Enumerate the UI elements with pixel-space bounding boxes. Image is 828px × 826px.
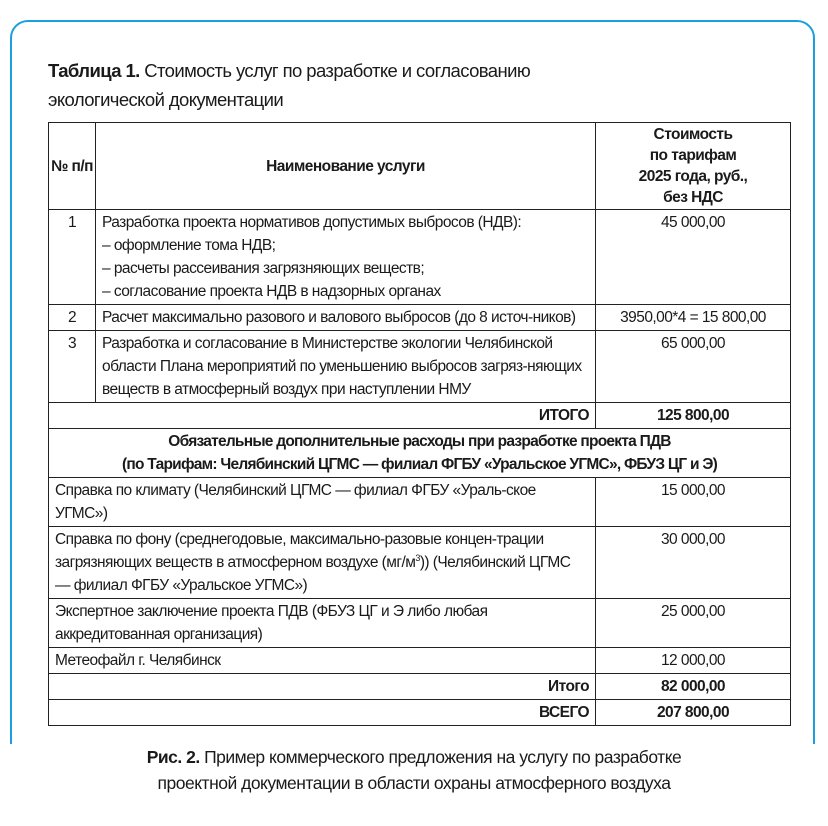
extra-name: Метеофайл г. Челябинск [49, 648, 596, 674]
section-header [49, 429, 791, 478]
extra-name-part2: )) (Челябинский ЦГМС — филиал ФГБУ «Уральское УГМС») [55, 554, 571, 594]
subtotal-row [49, 674, 791, 700]
extra-row [49, 599, 791, 648]
section-header-line1: Обязательные дополнительные расходы при разработке проекта ПДВ [168, 433, 671, 450]
extra-name [49, 527, 596, 599]
total-value: 207 800,00 [596, 700, 791, 726]
extra-row [49, 527, 791, 599]
table-row [49, 331, 791, 403]
row-num: 1 [49, 210, 96, 305]
row-bullet: – согласование проекта НДВ в надзорных органах [102, 283, 441, 300]
extra-cost: 30 000,00 [596, 527, 791, 599]
table-title-text-line1: Стоимость услуг по разработке и согласованию [144, 60, 531, 81]
row-cost: 45 000,00 [596, 210, 791, 305]
row-num: 2 [49, 305, 96, 331]
caption-area [0, 744, 828, 796]
extra-name: Экспертное заключение проекта ПДВ (ФБУЗ ЦГ и Э либо любая аккредитованная организация) [49, 599, 596, 648]
caption-text-line2: проектной документации в области охраны атмосферного воздуха [157, 773, 671, 793]
header-cost-line2: по тарифам [649, 147, 737, 164]
table-row [49, 305, 791, 331]
header-name: Наименование услуги [96, 123, 596, 210]
extra-cost: 25 000,00 [596, 599, 791, 648]
caption-label: Рис. 2. [146, 747, 200, 767]
header-cost-line1: Стоимость [653, 126, 733, 143]
subtotal-value: 82 000,00 [596, 674, 791, 700]
subtotal-row [49, 403, 791, 429]
header-row [49, 123, 791, 210]
row-cost: 65 000,00 [596, 331, 791, 403]
extra-row [49, 478, 791, 527]
table-title-label: Таблица 1. [48, 60, 140, 81]
row-name [96, 210, 596, 305]
extra-row [49, 648, 791, 674]
subtotal-label: ИТОГО [49, 403, 596, 429]
header-cost [596, 123, 791, 210]
row-name-main: Разработка проекта нормативов допустимых выбросов (НДВ): [102, 214, 522, 231]
header-cost-line3: 2025 года, руб., [638, 168, 748, 185]
table-title-text-line2: экологической документации [48, 89, 284, 110]
superscript: 3 [415, 552, 420, 563]
section-header-line2: (по Тарифам: Челябинский ЦГМС — филиал ФГБУ «Уральское УГМС», ФБУЗ ЦГ и Э) [121, 456, 718, 473]
subtotal-label: Итого [49, 674, 596, 700]
header-cost-line4: без НДС [663, 189, 723, 206]
extra-cost: 15 000,00 [596, 478, 791, 527]
subtotal-value: 125 800,00 [596, 403, 791, 429]
figure-caption [0, 744, 828, 796]
extra-name: Справка по климату (Челябинский ЦГМС — филиал ФГБУ «Ураль-ское УГМС») [49, 478, 596, 527]
caption-block [133, 744, 696, 796]
extra-cost: 12 000,00 [596, 648, 791, 674]
total-row [49, 700, 791, 726]
row-bullet: – оформление тома НДВ; [102, 237, 276, 254]
row-name: Расчет максимально разового и валового выбросов (до 8 источ-ников) [96, 305, 596, 331]
row-num: 3 [49, 331, 96, 403]
table-row [49, 210, 791, 305]
section-header-row [49, 429, 791, 478]
table-title [48, 56, 748, 114]
row-name: Разработка и согласование в Министерстве экологии Челябинской области Плана мероприятий по уменьшению выбросов загряз-няющих веществ в атмосферный воздух при наступлении НМУ [96, 331, 596, 403]
cost-table [48, 122, 791, 726]
total-label: ВСЕГО [49, 700, 596, 726]
header-num: № п/п [49, 123, 96, 210]
row-cost: 3950,00*4 = 15 800,00 [596, 305, 791, 331]
row-bullet: – расчеты рассеивания загрязняющих веществ; [102, 260, 425, 277]
caption-text-line1: Пример коммерческого предложения на услугу по разработке [204, 747, 682, 767]
extra-name-part1: Справка по фону (среднегодовые, максимально-разовые концен-трации загрязняющих веществ в атмосферном воздухе (мг/м [55, 531, 544, 571]
